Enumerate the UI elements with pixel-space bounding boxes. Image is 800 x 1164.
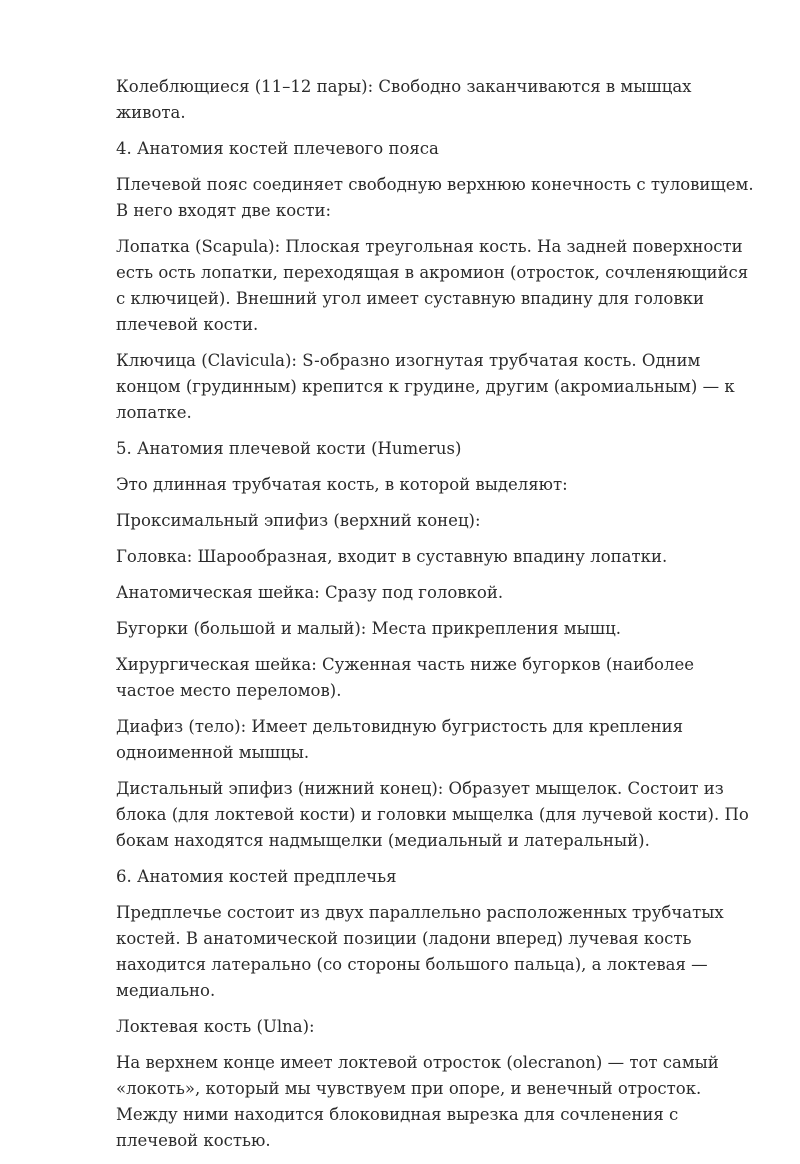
paragraph-shoulder-girdle-intro: Плечевой пояс соединяет свободную верхнюю конечность с туловищем. В него входят две кости: [116, 175, 754, 220]
paragraph-ulna-title: Локтевая кость (Ulna): [116, 1017, 315, 1036]
paragraph-head: Головка: Шарообразная, входит в суставную впадину лопатки. [116, 547, 668, 566]
document-body [116, 74, 756, 1164]
paragraph-proximal-epiphysis: Проксимальный эпифиз (верхний конец): [116, 511, 481, 530]
section-heading-shoulder-girdle: 4. Анатомия костей плечевого пояса [116, 139, 439, 158]
paragraph-diaphysis: Диафиз (тело): Имеет дельтовидную бугристость для крепления одноименной мышцы. [116, 717, 684, 762]
paragraph-anatomical-neck: Анатомическая шейка: Сразу под головкой. [116, 583, 504, 602]
paragraph-tubercles: Бугорки (большой и малый): Места прикрепления мышц. [116, 619, 621, 638]
paragraph-ulna-description: На верхнем конце имеет локтевой отросток (olecranon) — тот самый «локоть», который мы чувствуем при опоре, и венечный отросток. Между ними находится блоковидная вырезка для сочленения с плечевой костью. [116, 1053, 719, 1150]
paragraph-forearm-intro: Предплечье состоит из двух параллельно расположенных трубчатых костей. В анатомической позиции (ладони вперед) лучевая кость находится латерально (со стороны большого пальца), а локтевая — медиально. [116, 903, 724, 1000]
paragraph-surgical-neck: Хирургическая шейка: Суженная часть ниже бугорков (наиболее частое место переломов). [116, 655, 694, 700]
paragraph-distal-epiphysis: Дистальный эпифиз (нижний конец): Образует мыщелок. Состоит из блока (для локтевой кости) и головки мыщелка (для лучевой кости). По бокам находятся надмыщелки (медиальный и латеральный). [116, 779, 749, 850]
paragraph-clavicula: Ключица (Clavicula): S-образно изогнутая трубчатая кость. Одним концом (грудинным) крепится к грудине, другим (акромиальным) — к лопатке. [116, 351, 735, 422]
paragraph-scapula: Лопатка (Scapula): Плоская треугольная кость. На задней поверхности есть ость лопатки, переходящая в акромион (отросток, сочленяющийся с ключицей). Внешний угол имеет суставную впадину для головки плечевой кости. [116, 237, 749, 334]
section-heading-forearm: 6. Анатомия костей предплечья [116, 867, 397, 886]
paragraph-ribs-floating: Колеблющиеся (11–12 пары): Свободно заканчиваются в мышцах живота. [116, 77, 692, 122]
paragraph-humerus-intro: Это длинная трубчатая кость, в которой выделяют: [116, 475, 568, 494]
section-heading-humerus: 5. Анатомия плечевой кости (Humerus) [116, 439, 462, 458]
